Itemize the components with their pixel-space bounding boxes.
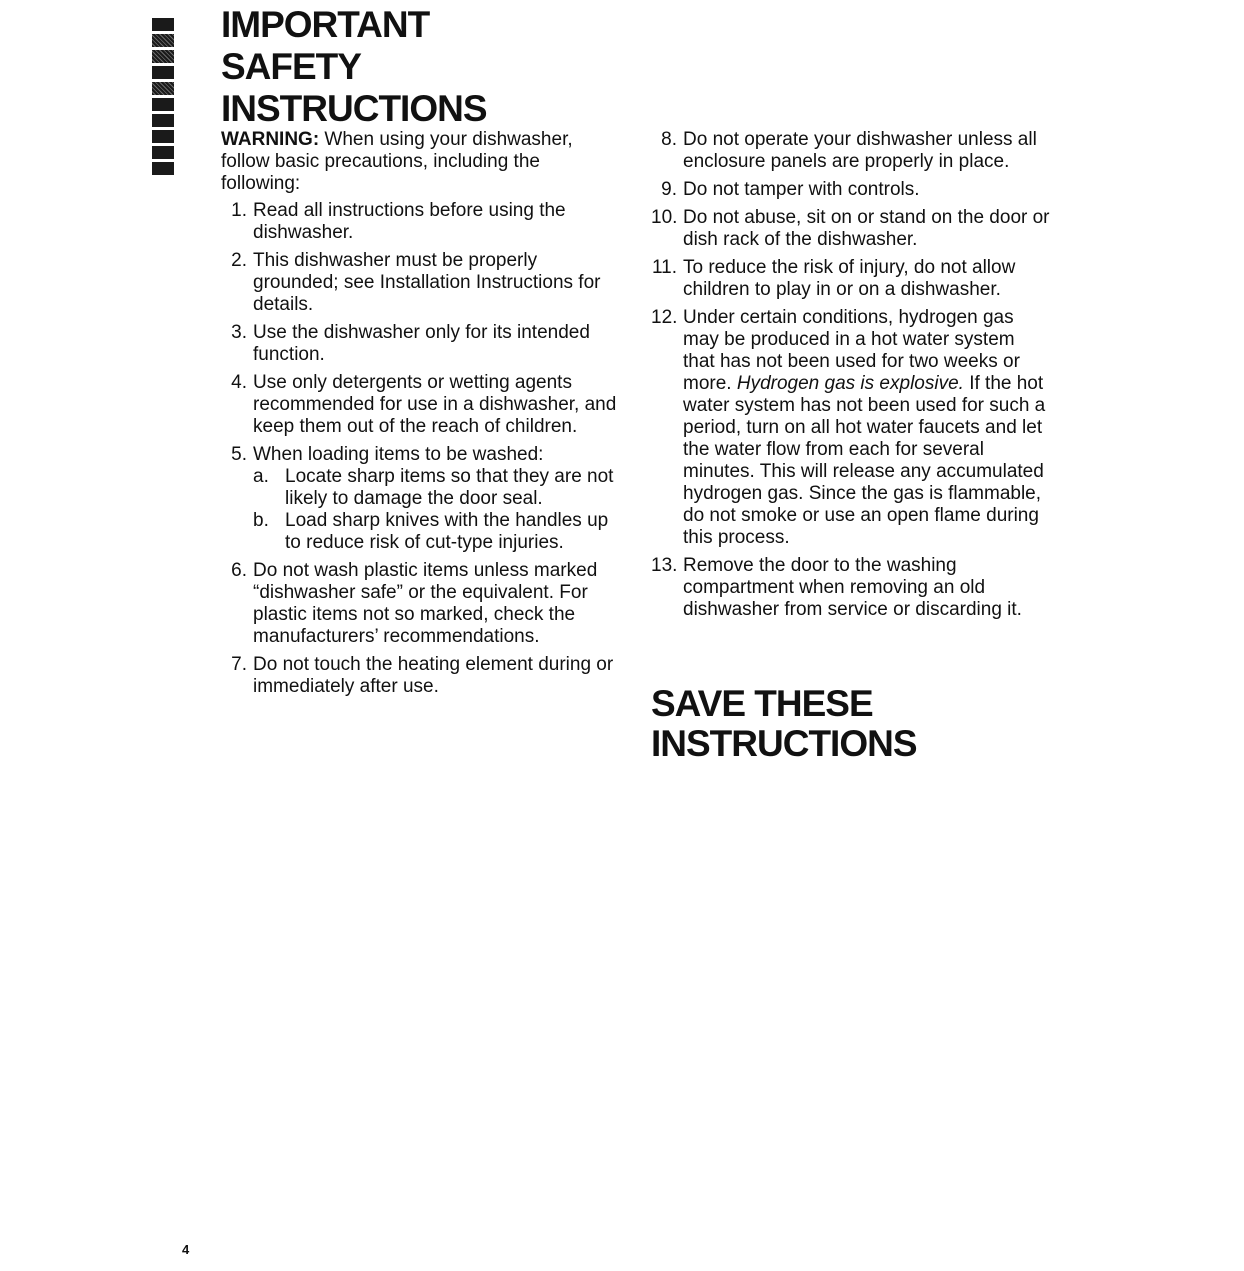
list-item xyxy=(221,654,621,698)
list-item xyxy=(221,200,621,244)
marker-bar xyxy=(152,34,174,47)
section-tab-marker xyxy=(152,18,174,178)
item-number: 8. xyxy=(661,129,677,150)
sub-item-letter: b. xyxy=(253,510,269,531)
list-item xyxy=(651,307,1051,549)
sub-list-item xyxy=(253,466,621,510)
item-number: 13. xyxy=(651,555,678,576)
sub-list xyxy=(253,466,621,554)
title-line: IMPORTANT xyxy=(221,4,430,45)
instruction-list-continued xyxy=(651,129,1051,621)
list-item xyxy=(221,250,621,316)
item-text-start: Under certain conditions, hydrogen gas may be produced in a hot water system that has not been used for two weeks or more. xyxy=(683,307,1020,394)
list-item xyxy=(651,129,1051,173)
sub-item-text: Load sharp knives with the handles up to reduce risk of cut-type injuries. xyxy=(285,510,609,553)
right-column xyxy=(651,129,1051,627)
item-number: 11. xyxy=(651,257,677,278)
marker-bar xyxy=(152,98,174,111)
item-text: To reduce the risk of injury, do not allow children to play in or on a dishwasher. xyxy=(683,257,1016,300)
item-number: 6. xyxy=(231,560,247,581)
item-text: Use the dishwasher only for its intended function. xyxy=(253,322,590,365)
item-text: Remove the door to the washing compartment when removing an old dishwasher from service or discarding it. xyxy=(683,555,1022,620)
item-number: 9. xyxy=(661,179,677,200)
heading-line: SAVE THESE xyxy=(651,683,873,724)
item-text: Use only detergents or wetting agents recommended for use in a dishwasher, and keep them out of the reach of children. xyxy=(253,372,617,437)
list-item xyxy=(651,207,1051,251)
warning-label: WARNING: xyxy=(221,129,320,150)
page-number: 4 xyxy=(182,1242,190,1257)
item-text: Do not wash plastic items unless marked “dishwasher safe” or the equivalent. For plastic items not so marked, check the manufacturers’ recommendations. xyxy=(253,560,598,647)
title-line: INSTRUCTIONS xyxy=(221,88,487,129)
item-number: 7. xyxy=(231,654,247,675)
list-item xyxy=(221,322,621,366)
instruction-list xyxy=(221,200,621,698)
marker-bar xyxy=(152,162,174,175)
list-item xyxy=(651,179,1051,201)
item-number: 3. xyxy=(231,322,247,343)
marker-bar xyxy=(152,130,174,143)
list-item xyxy=(221,560,621,648)
sub-item-text: Locate sharp items so that they are not likely to damage the door seal. xyxy=(285,466,614,509)
item-text-end: If the hot water system has not been used for such a period, turn on all hot water faucets and let the water flow from each for several minutes. This will release any accumulated hydrogen gas. Since the gas is flammable, do not smoke or use an open flame during this process. xyxy=(683,373,1046,548)
save-instructions-heading xyxy=(651,684,917,764)
item-text: This dishwasher must be properly grounded; see Installation Instructions for details. xyxy=(253,250,601,315)
marker-bar xyxy=(152,82,174,95)
marker-bar xyxy=(152,18,174,31)
sub-item-letter: a. xyxy=(253,466,269,487)
item-number: 12. xyxy=(651,307,678,328)
item-text: Do not touch the heating element during or immediately after use. xyxy=(253,654,614,697)
item-number: 5. xyxy=(231,444,247,465)
item-text: Read all instructions before using the dishwasher. xyxy=(253,200,566,243)
warning-paragraph xyxy=(221,129,621,195)
item-text-italic: Hydrogen gas is explosive. xyxy=(736,373,964,394)
list-item xyxy=(221,372,621,438)
item-number: 1. xyxy=(231,200,247,221)
left-column xyxy=(221,129,621,704)
item-number: 2. xyxy=(231,250,247,271)
item-number: 10. xyxy=(651,207,678,228)
page-title xyxy=(221,4,487,130)
heading-line: INSTRUCTIONS xyxy=(651,723,917,764)
item-text: Do not abuse, sit on or stand on the door or dish rack of the dishwasher. xyxy=(683,207,1050,250)
marker-bar xyxy=(152,50,174,63)
list-item xyxy=(651,555,1051,621)
item-text: Do not operate your dishwasher unless all enclosure panels are properly in place. xyxy=(683,129,1037,172)
sub-list-item xyxy=(253,510,621,554)
item-text: Do not tamper with controls. xyxy=(683,179,920,200)
warning-text: When using your dishwasher, follow basic precautions, including the following: xyxy=(221,129,573,194)
item-text: When loading items to be washed: xyxy=(253,444,544,465)
list-item xyxy=(651,257,1051,301)
title-line: SAFETY xyxy=(221,46,361,87)
marker-bar xyxy=(152,114,174,127)
list-item xyxy=(221,444,621,554)
marker-bar xyxy=(152,146,174,159)
marker-bar xyxy=(152,66,174,79)
item-number: 4. xyxy=(231,372,247,393)
